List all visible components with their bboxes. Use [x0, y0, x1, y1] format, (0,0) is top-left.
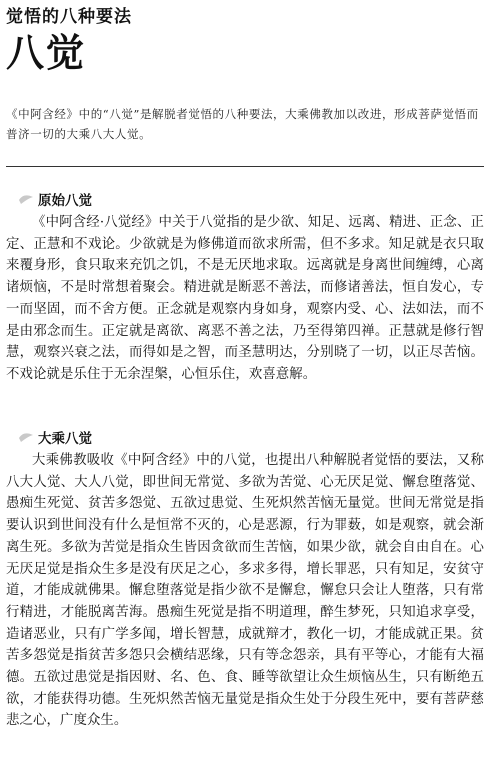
- page-title: 八觉: [6, 31, 87, 75]
- page-kicker: 觉悟的八种要法: [6, 7, 132, 27]
- section-mahayana-eight: [6, 426, 484, 732]
- section-body: 大乘佛教吸收《中阿含经》中的八觉，也提出八种解脱者觉悟的要法，又称八大人觉、大人八觉，即世间无常觉、多欲为苦觉、心无厌足觉、懈怠堕落觉、愚痴生死觉、贫苦多怨觉、五欲过患觉、生死炽然苦恼无量觉。世间无常觉是指要认识到世间没有什么是恒常不灭的，心是恶源，行为罪薮，如是观察，就会渐离生死。多欲为苦觉是指众生皆因贪欲而生苦恼，如果少欲，就会自由自在。心无厌足觉是指众生多是没有厌足之心，多求多得，增长罪恶，只有知足，安贫守道，才能成就佛果。懈怠堕落觉是指少欲不是懈怠，懈怠只会让人堕落，只有常行精进，才能脱离苦海。愚痴生死觉是指不明道理，醉生梦死，只知追求享受，造诸恶业，只有广学多闻，增长智慧，成就辩才，教化一切，才能成就正果。贫苦多怨觉是指贫苦多怨只会横结恶缘，只有等念怨亲，具有平等心，才能有大福德。五欲过患觉是指因财、名、色、食、睡等欲望让众生烦恼丛生，只有断绝五欲，才能获得功德。生死炽然苦恼无量觉是指众生处于分段生死中，要有菩萨慈悲之心，广度众生。: [6, 453, 484, 729]
- section-original-eight: [6, 188, 484, 386]
- section-body: 《中阿含经·八觉经》中关于八觉指的是少欲、知足、远离、精进、正念、正定、正慧和不戏论。少欲就是为修佛道而欲求所需，但不多求。知足就是衣只取来覆身形，食只取来充饥之饥，不是无厌地求取。远离就是身离世间缠缚，心离诸烦恼，不是时常想着聚会。精进就是断恶不善法，而修诸善法，恒自发心，专一而坚固，而不舍方便。正念就是观察内身如身，观察内受、心、法如法，而不是由邪念而生。正定就是离欲、离恶不善之法，乃至得第四禅。正慧就是修行智慧，观察兴衰之法，而得如是之智，而圣慧明达，分别晓了一切，以正尽苦恼。不戏论就是乐住于无余涅槃，心恒乐住，欢喜意解。: [6, 215, 484, 382]
- brush-mark-icon: [18, 193, 34, 205]
- brush-mark-icon: [18, 431, 34, 443]
- section-heading-label: 大乘八觉: [38, 431, 92, 447]
- divider: [6, 166, 484, 167]
- section-heading-label: 原始八觉: [38, 193, 92, 209]
- section-heading: [6, 188, 484, 210]
- section-heading: [6, 426, 484, 448]
- intro-paragraph: 《中阿含经》中的“八觉”是解脱者觉悟的八种要法，大乘佛教加以改进，形成菩萨觉悟而普济一切的大乘八大人觉。: [6, 107, 479, 141]
